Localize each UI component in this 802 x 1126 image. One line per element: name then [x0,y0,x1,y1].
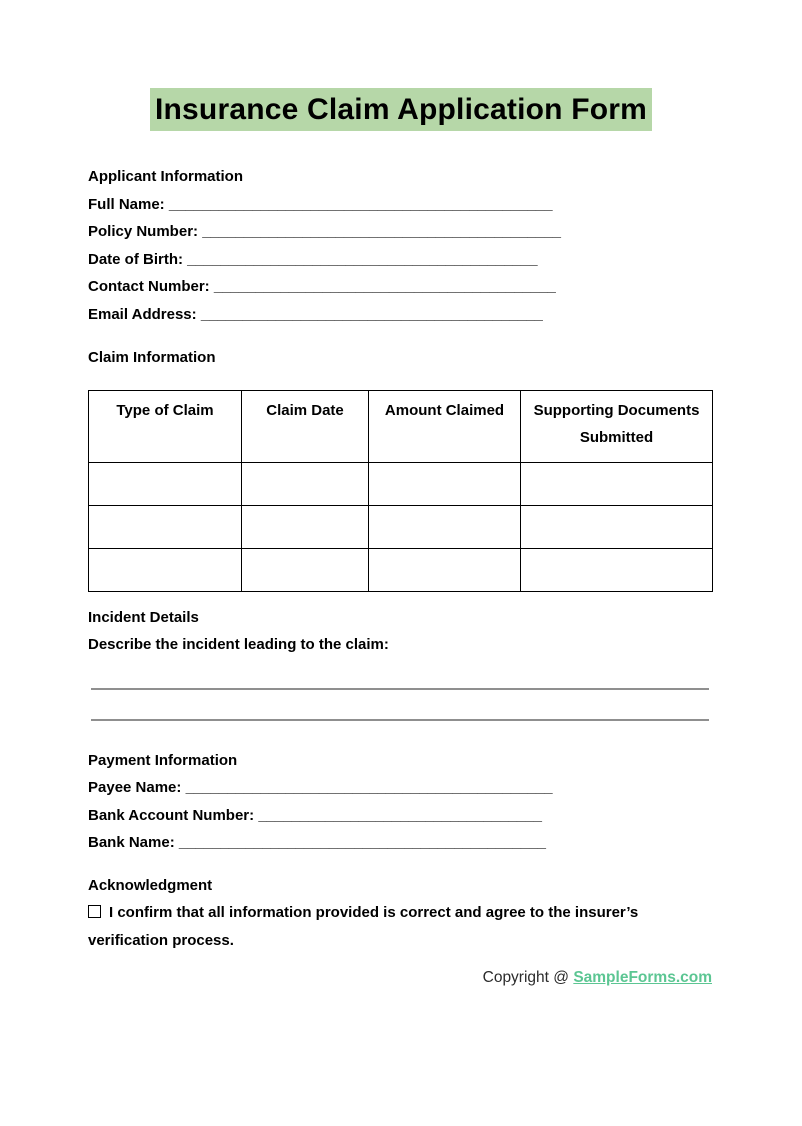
contact-number-label: Contact Number: [88,278,210,295]
document-page [0,163,802,954]
date-of-birth-blank[interactable]: __________________________________________ [187,250,538,268]
applicant-information-section [88,163,712,328]
table-cell[interactable] [369,505,521,548]
bank-account-number-blank[interactable]: __________________________________ [258,806,542,824]
acknowledgment-text: I confirm that all information provided is correct and agree to the insurer’s verification process. [88,904,639,949]
table-row [89,505,713,548]
footer [0,969,802,987]
table-cell[interactable] [369,548,521,591]
table-cell[interactable] [89,462,242,505]
field-bank-account-number [88,802,712,830]
payment-section-heading: Payment Information [88,751,238,769]
table-cell[interactable] [89,548,242,591]
policy-number-blank[interactable]: ___________________________________________ [202,223,561,240]
bank-name-blank[interactable]: ____________________________________________ [178,834,546,851]
field-payee-name [88,774,712,802]
payment-information-section [88,747,712,857]
field-policy-number [88,218,712,246]
bank-account-number-label: Bank Account Number: [88,806,255,824]
table-cell[interactable] [242,548,369,591]
full-name-blank[interactable]: ______________________________________________ [168,195,553,213]
col-header-type-of-claim: Type of Claim [89,390,242,462]
claim-table-header-row [89,390,713,462]
col-header-supporting-documents: Supporting Documents Submitted [521,390,713,462]
policy-number-label: Policy Number: [88,223,199,240]
applicant-section-heading: Applicant Information [88,168,243,185]
table-cell[interactable] [369,462,521,505]
field-date-of-birth [88,246,712,274]
col-header-amount-claimed: Amount Claimed [369,390,521,462]
email-address-blank[interactable]: _________________________________________ [200,305,543,323]
table-row [89,462,713,505]
payee-name-blank[interactable]: ____________________________________________ [185,779,553,796]
acknowledgment-section [88,872,712,955]
page-title: Insurance Claim Application Form [150,88,652,131]
incident-prompt: Describe the incident leading to the claim: [88,636,389,653]
incident-blank-line[interactable] [91,690,709,721]
claim-information-section [88,344,712,592]
footer-link[interactable]: SampleForms.com [573,969,712,986]
copyright-text: Copyright @ [482,969,574,986]
claim-section-heading: Claim Information [88,349,216,366]
email-address-label: Email Address: [88,305,197,323]
col-header-claim-date: Claim Date [242,390,369,462]
full-name-label: Full Name: [88,195,165,213]
table-cell[interactable] [521,462,713,505]
confirm-checkbox[interactable] [88,905,101,918]
contact-number-blank[interactable]: _________________________________________ [213,278,556,295]
claim-table [88,390,713,592]
acknowledgment-statement [88,899,712,954]
title-row [0,88,802,131]
bank-name-label: Bank Name: [88,834,175,851]
table-cell[interactable] [89,505,242,548]
table-cell[interactable] [521,505,713,548]
acknowledgment-heading: Acknowledgment [88,876,213,894]
field-full-name [88,191,712,219]
table-row [89,548,713,591]
incident-details-section [88,604,712,721]
incident-blank-line[interactable] [91,659,709,690]
field-contact-number [88,273,712,301]
table-cell[interactable] [521,548,713,591]
incident-write-area [88,659,712,721]
payee-name-label: Payee Name: [88,779,182,796]
incident-section-heading: Incident Details [88,608,199,626]
date-of-birth-label: Date of Birth: [88,250,183,268]
table-cell[interactable] [242,505,369,548]
field-email-address [88,301,712,329]
table-cell[interactable] [242,462,369,505]
field-bank-name [88,829,712,857]
